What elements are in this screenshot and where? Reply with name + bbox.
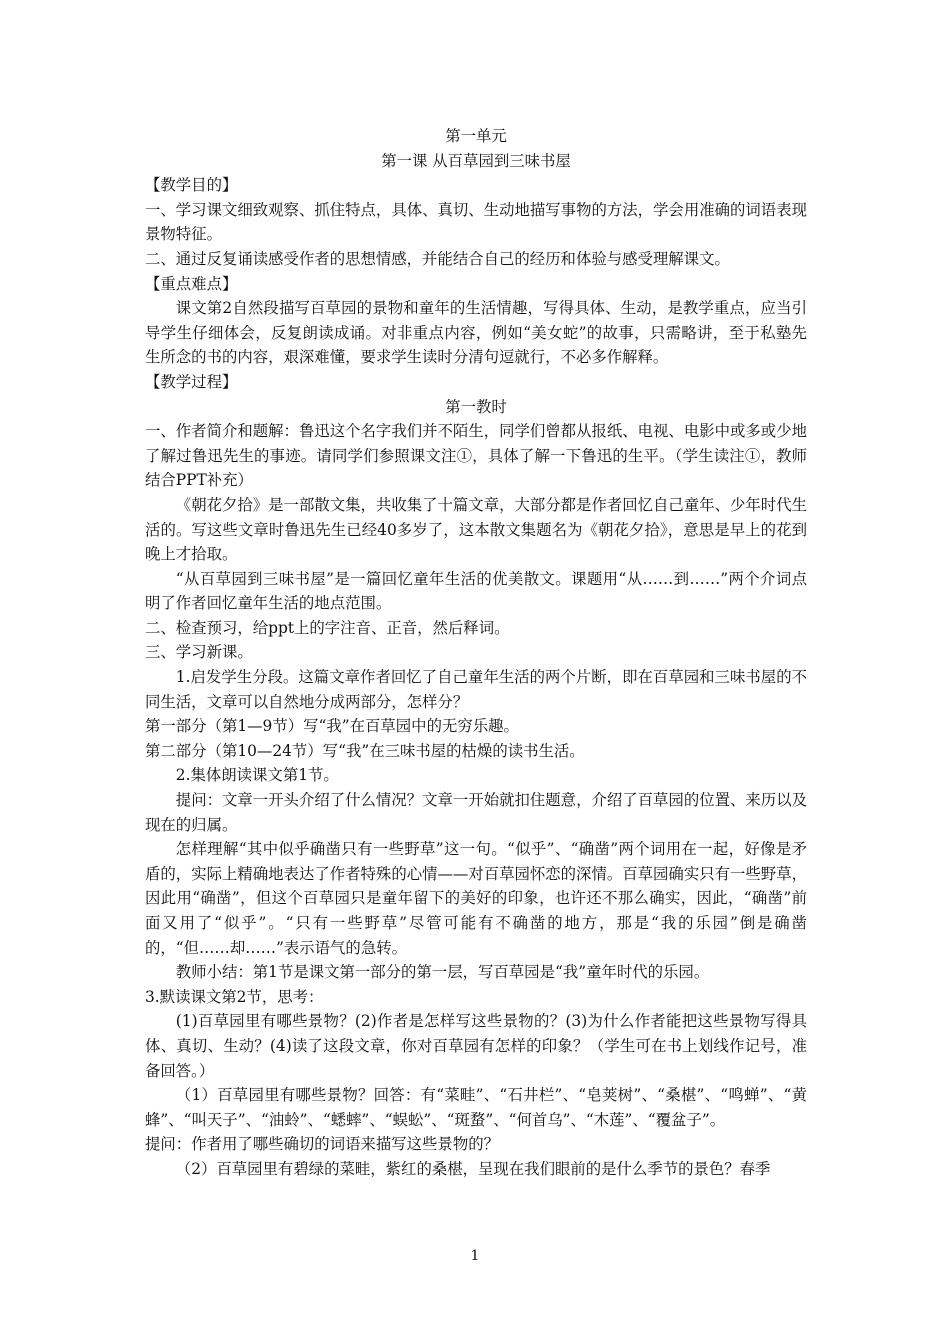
paragraph-part-one: 第一部分（第1—9节）写“我”在百草园中的无穷乐趣。 [145, 717, 519, 736]
document-page [145, 124, 807, 1182]
paragraph-questions-list: (1)百草园里有哪些景物？(2)作者是怎样写这些景物的？(3)为什么作者能把这些景物写得具体、真切、生动？(4)读了这段文章，你对百草园有怎样的印象？（学生可在书上划线作记号，准备回答。） [145, 1012, 807, 1080]
paragraph-teacher-summary: 教师小结：第1节是课文第一部分的第一层，写百草园是“我”童年时代的乐园。 [175, 963, 710, 982]
unit-title: 第一单元 [445, 127, 507, 145]
section-heading-goals: 【教学目的】 [145, 176, 238, 195]
page-number: 1 [470, 1248, 480, 1264]
section-heading-key-points: 【重点难点】 [145, 274, 238, 293]
paragraph-new-lesson: 三、学习新课。 [145, 643, 253, 662]
paragraph-goal-1: 一、学习课文细致观察、抓住特点，具体、真切、生动地描写事物的方法，学会用准确的词语表现景物特征。 [145, 200, 807, 244]
paragraph-segmenting: 1.启发学生分段。这篇文章作者回忆了自己童年生活的两个片断，即在百草园和三味书屋的不同生活，文章可以自然地分成两部分，怎样分？ [145, 668, 807, 711]
subheading-first-period: 第一教时 [445, 397, 507, 416]
paragraph-author-intro: 一、作者简介和题解：鲁迅这个名字我们并不陌生，同学们曾都从报纸、电视、电影中或多或少地了解过鲁迅先生的事迹。请同学们参照课文注①，具体了解一下鲁迅的生平。（学生读注①，教师结合PPT补充） [145, 422, 807, 490]
paragraph-part-two: 第二部分（第10—24节）写“我”在三味书屋的枯燥的读书生活。 [145, 741, 585, 760]
paragraph-sentence-analysis: 怎样理解“其中似乎确凿只有一些野草”这一句。“似乎”、“确凿”两个词用在一起，好像是矛盾的，实际上精确地表达了作者特殊的心情——对百草园怀恋的深情。百草园确实只有一些野草，因此用“确凿”，但这个百草园只是童年留下的美好的印象，也许还不那么确实，因此，“确凿”前面又用了“似乎”。“只有一些野草”尽管可能有不确凿的地方，那是“我的乐园”倒是确凿的，“但……却……”表示语气的急转。 [145, 840, 807, 957]
paragraph-question-opening: 提问：文章一开头介绍了什么情况？文章一开始就扣住题意，介绍了百草园的位置、来历以及现在的归属。 [145, 791, 807, 834]
paragraph-goal-2: 二、通过反复诵读感受作者的思想情感，并能结合自己的经历和体验与感受理解课文。 [145, 249, 730, 268]
lesson-title: 第一课 从百草园到三味书屋 [381, 151, 571, 170]
paragraph-collection: 《朝花夕拾》是一部散文集，共收集了十篇文章，大部分都是作者回忆自己童年、少年时代生活的。写这些文章时鲁迅先生已经40多岁了，这本散文集题名为《朝花夕拾》，意思是早上的花到晚上才拾取。 [145, 495, 807, 564]
paragraph-key-points: 课文第2自然段描写百草园的景物和童年的生活情趣，写得具体、生动，是教学重点，应当引导学生仔细体会，反复朗读成诵。对非重点内容，例如“美女蛇”的故事，只需略讲，至于私塾先生所念的书的内容，艰深难懂，要求学生读时分清句逗就行，不必多作解释。 [145, 299, 807, 367]
paragraph-word-question: 提问：作者用了哪些确切的词语来描写这些景物的？ [145, 1135, 499, 1154]
paragraph-preview-check: 二、检查预习，给ppt上的字注音、正音，然后释词。 [145, 618, 510, 637]
paragraph-title-explain: “从百草园到三味书屋”是一篇回忆童年生活的优美散文。课题用“从……到……”两个介词点明了作者回忆童年生活的地点范围。 [145, 569, 807, 613]
paragraph-scenery-answer: （1）百草园里有哪些景物？回答：有“菜畦”、“石井栏”、“皂荚树”、“桑椹”、“鸣蝉”、“黄蜂”、“叫天子”、“油蛉”、“蟋蟀”、“蜈蚣”、“斑蝥”、“何首乌”、“木莲”、“覆盆子”。 [145, 1086, 807, 1129]
paragraph-read-section-1: 2.集体朗读课文第1节。 [175, 766, 339, 785]
section-heading-process: 【教学过程】 [145, 372, 238, 391]
paragraph-season-question: （2）百草园里有碧绿的菜畦，紫红的桑椹，呈现在我们眼前的是什么季节的景色？春季 [175, 1159, 771, 1178]
paragraph-silent-reading: 3.默读课文第2节，思考： [145, 987, 324, 1006]
